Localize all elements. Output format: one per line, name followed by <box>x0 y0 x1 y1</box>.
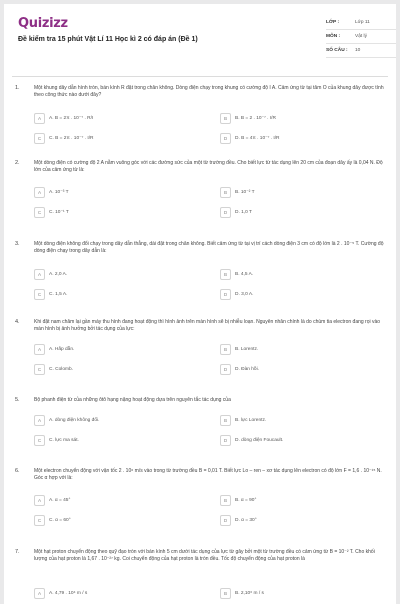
meta-row-count <box>326 44 396 58</box>
page-title: Đề kiểm tra 15 phút Vật Lí 11 Học kì 2 có đáp án (Đề 1) <box>18 36 198 43</box>
meta-row-subject <box>326 30 396 44</box>
meta-value: Lớp 11 <box>355 20 370 25</box>
option-letter: A <box>34 344 45 355</box>
option-text: D. 3,0 A. <box>235 292 254 297</box>
option-letter: B <box>220 495 231 506</box>
option-text: D. dòng điện Foucault. <box>235 438 284 443</box>
option-text: B. 10⁻² T <box>235 190 255 195</box>
option-letter: B <box>220 269 231 280</box>
meta-key: LỚP : <box>326 20 340 25</box>
option-letter: A <box>34 495 45 506</box>
worksheet-page <box>4 4 396 604</box>
option-b[interactable] <box>220 268 378 281</box>
question-text: Một hạt proton chuyển động theo quỹ đạo tròn với bán kính 5 cm dưới tác dụng của lực từ gây bởi một từ trường đều có cảm ứng từ B = 10⁻² T. Cho khối lượng của hạt proton là 1,67 . 10⁻²⁷ kg. Coi chuyển động của hạt proton là tròn đều. Tốc độ chuyển động của hạt proton là <box>34 549 375 563</box>
option-d[interactable] <box>220 434 378 447</box>
option-text: D. Đàn hồi. <box>235 367 259 372</box>
option-text: D. 1,0 T <box>235 210 252 215</box>
question-number: 1. <box>15 85 20 91</box>
option-letter: B <box>220 415 231 426</box>
option-b[interactable] <box>220 112 378 125</box>
quizizz-logo: Quizizz <box>18 16 68 31</box>
option-c[interactable] <box>34 434 192 447</box>
option-letter: A <box>34 113 45 124</box>
worksheet-header <box>4 4 396 74</box>
option-text: C. α = 60° <box>49 518 71 523</box>
option-text: C. 10⁻¹ T <box>49 210 69 215</box>
meta-panel <box>326 16 396 58</box>
question-text: Một dòng điện có cường độ 2 A nằm vuông góc với các đường sức của một từ trường đều. Cho biết lực từ tác dụng lên 20 cm của đoạn dây ấy là 0,04 N. Độ lớn của cảm ứng từ là: <box>34 160 383 174</box>
option-letter: C <box>34 133 45 144</box>
option-a[interactable] <box>34 494 192 507</box>
meta-value: 10 <box>355 48 361 53</box>
option-letter: D <box>220 207 231 218</box>
option-letter: D <box>220 289 231 300</box>
option-d[interactable] <box>220 288 378 301</box>
header-divider <box>12 76 388 77</box>
option-letter: B <box>220 344 231 355</box>
option-letter: A <box>34 588 45 599</box>
option-c[interactable] <box>34 514 192 527</box>
option-d[interactable] <box>220 363 378 376</box>
option-letter: B <box>220 588 231 599</box>
option-b[interactable] <box>220 587 378 600</box>
option-c[interactable] <box>34 206 192 219</box>
option-letter: A <box>34 415 45 426</box>
option-text: D. B = 4π . 10⁻⁷ . I/R <box>235 136 280 141</box>
option-text: A. Hấp dẫn. <box>49 347 75 352</box>
question-text: Bộ phanh điện từ của những ôtô hạng nặng hoạt động dựa trên nguyên tắc tác dụng của <box>34 397 231 403</box>
option-text: B. B = 2 . 10⁻⁷ . I/R <box>235 116 276 121</box>
option-letter: D <box>220 133 231 144</box>
option-text: A. dòng điện không đổi. <box>49 418 100 423</box>
option-text: D. α = 30° <box>235 518 257 523</box>
option-text: A. 4,79 . 10⁴ m / s <box>49 591 88 596</box>
option-c[interactable] <box>34 288 192 301</box>
option-d[interactable] <box>220 132 378 145</box>
question-number: 5. <box>15 397 20 403</box>
option-a[interactable] <box>34 112 192 125</box>
meta-key: SỐ CÂU : <box>326 48 348 53</box>
question-number: 7. <box>15 549 20 555</box>
question-text: Một dòng điện không đổi chạy trong dây dẫn thẳng, dài đặt trong chân không. Biết cảm ứng từ tại vị trí cách dòng điện 3 cm có độ lớn là 2 . 10⁻⁵ T. Cường độ dòng điện chạy trong dây dẫn là: <box>34 241 384 255</box>
option-a[interactable] <box>34 186 192 199</box>
question-number: 6. <box>15 468 20 474</box>
option-a[interactable] <box>34 414 192 427</box>
option-a[interactable] <box>34 343 192 356</box>
option-text: B. α = 90° <box>235 498 257 503</box>
option-c[interactable] <box>34 363 192 376</box>
option-letter: D <box>220 435 231 446</box>
option-text: A. 2,0 A. <box>49 272 68 277</box>
option-text: B. Lorentz. <box>235 347 259 352</box>
question-text: Khi đặt nam châm lại gần máy thu hình đang hoạt động thì hình ảnh trên màn hình sẽ bị nhiễu loạn. Nguyên nhân chính là do chùm tia electron đang rọi vào màn hình bị ảnh hưởng bởi tác dụng của lực: <box>34 319 381 333</box>
meta-key: MÔN : <box>326 34 341 39</box>
option-b[interactable] <box>220 414 378 427</box>
option-text: A. 10⁻³ T <box>49 190 69 195</box>
option-a[interactable] <box>34 587 192 600</box>
question-number: 3. <box>15 241 20 247</box>
question-number: 4. <box>15 319 20 325</box>
option-letter: D <box>220 515 231 526</box>
question-text: Một electron chuyển động với vận tốc 2 . 10⁶ m/s vào trong từ trường đều B = 0,01 T. Biết lực Lo – ren – xơ tác dụng lên electron có độ lớn F = 1,6 . 10⁻¹⁵ N. Góc α hợp với là: <box>34 468 382 482</box>
option-a[interactable] <box>34 268 192 281</box>
option-text: A. α = 45° <box>49 498 71 503</box>
option-text: C. 1,5 A. <box>49 292 68 297</box>
option-text: B. 2,10⁶ m / s <box>235 591 264 596</box>
option-letter: B <box>220 187 231 198</box>
option-letter: C <box>34 435 45 446</box>
option-letter: A <box>34 187 45 198</box>
option-b[interactable] <box>220 343 378 356</box>
meta-value: Vật lý <box>355 34 367 39</box>
option-text: A. B = 2π . 10⁻⁷ . R/I <box>49 116 94 121</box>
option-text: B. lực Lorentz. <box>235 418 267 423</box>
option-letter: C <box>34 289 45 300</box>
option-d[interactable] <box>220 206 378 219</box>
question-text: Một khung dây dẫn hình tròn, bán kính R đặt trong chân không. Dòng điện chạy trong khung có cường độ I A. Cảm ứng từ tại tâm O của khung dây được tính theo công thức nào dưới đây? <box>34 85 384 99</box>
option-b[interactable] <box>220 186 378 199</box>
option-letter: C <box>34 515 45 526</box>
option-text: C. Colomb. <box>49 367 73 372</box>
option-text: C. B = 2π . 10⁻⁷ . I/R <box>49 136 94 141</box>
question-number: 2. <box>15 160 20 166</box>
option-text: B. 4,5 A. <box>235 272 254 277</box>
option-d[interactable] <box>220 514 378 527</box>
option-letter: C <box>34 207 45 218</box>
option-c[interactable] <box>34 132 192 145</box>
option-letter: B <box>220 113 231 124</box>
option-letter: D <box>220 364 231 375</box>
option-letter: A <box>34 269 45 280</box>
meta-row-class <box>326 16 396 30</box>
option-text: C. lực ma sát. <box>49 438 79 443</box>
option-letter: C <box>34 364 45 375</box>
option-b[interactable] <box>220 494 378 507</box>
